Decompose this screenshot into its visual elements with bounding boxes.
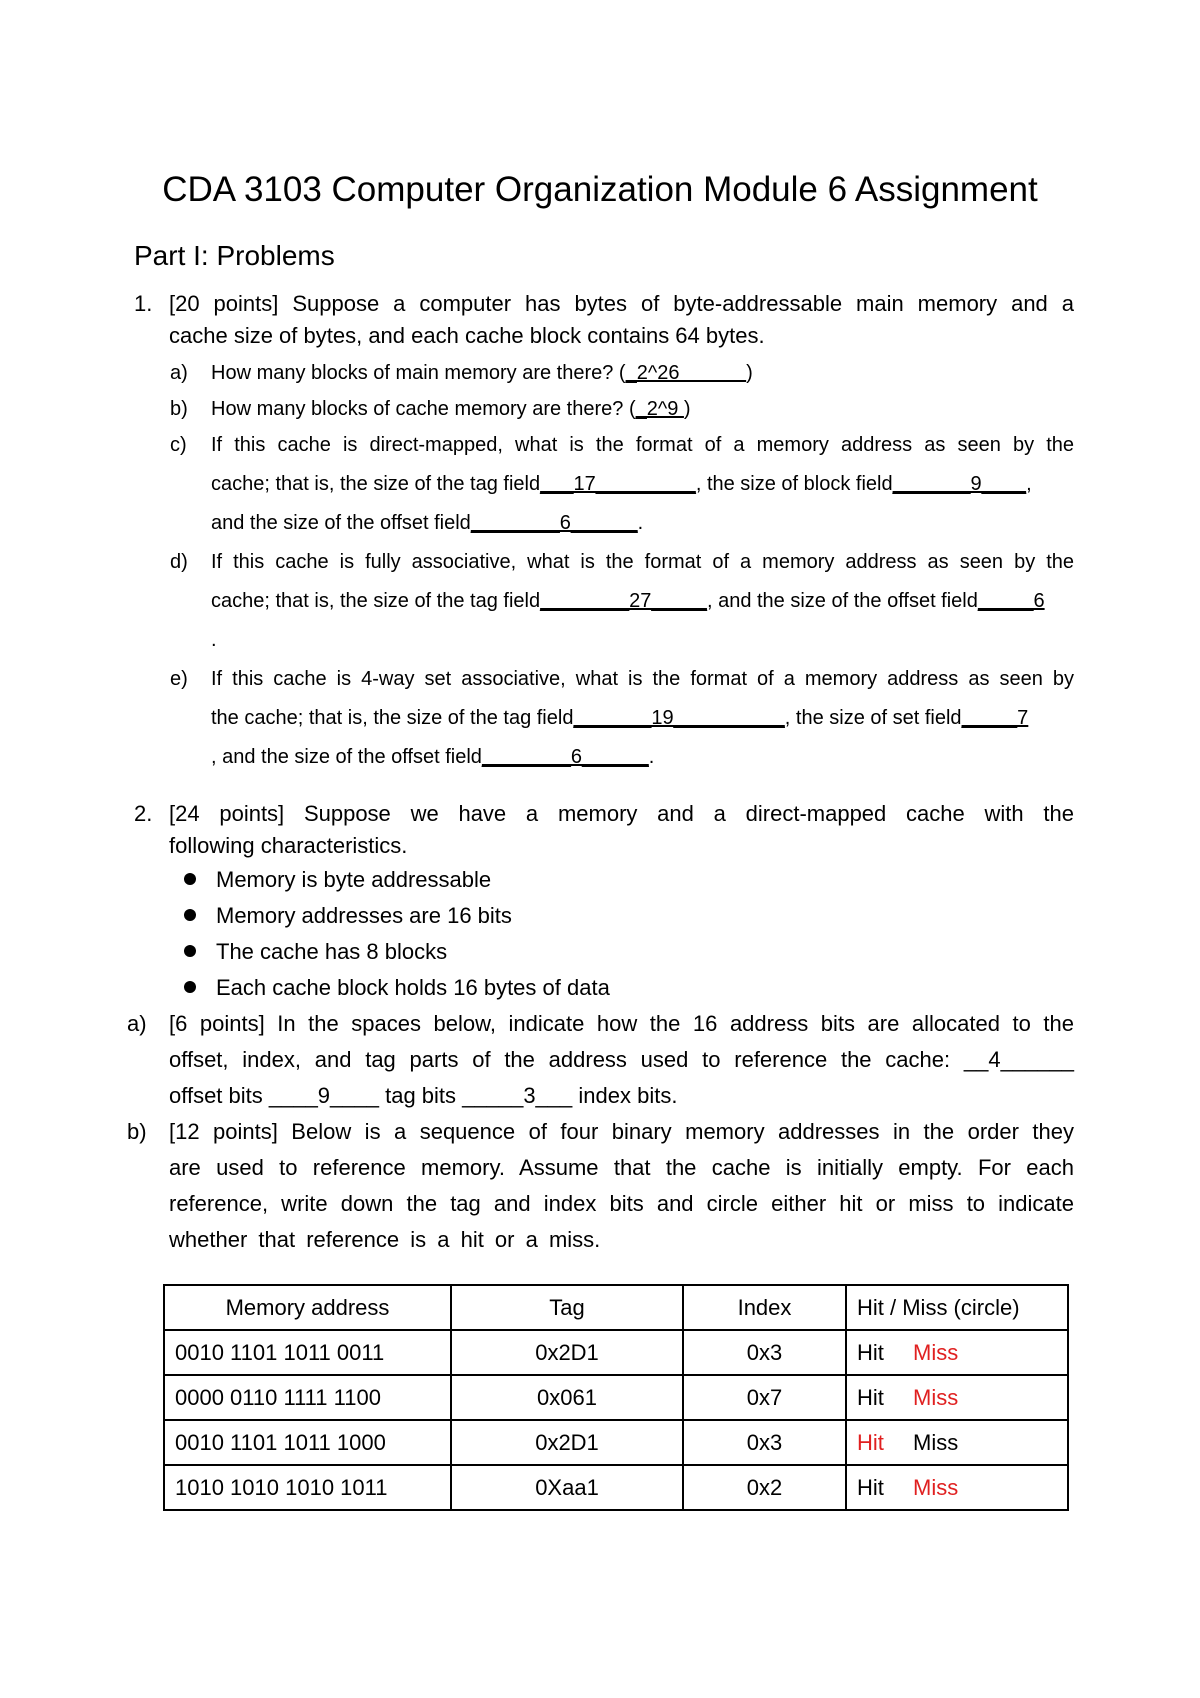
cell-address: 1010 1010 1010 1011 (164, 1465, 451, 1510)
table-row (164, 1420, 1068, 1465)
list-item: Each cache block holds 16 bytes of data (134, 970, 1074, 1006)
cell-address: 0000 0110 1111 1100 (164, 1375, 451, 1420)
bullet-icon (184, 873, 196, 885)
q2-line-2: following characteristics. (169, 833, 408, 858)
cell-address: 0010 1101 1011 0011 (164, 1330, 451, 1375)
characteristics-list (134, 862, 1074, 1006)
answer-main-memory-blocks: _2^26 (625, 362, 747, 384)
bullet-icon (184, 945, 196, 957)
q2-part-b: b) [12 points] Below is a sequence of four binary memory addresses in the order they are used to reference memory. Assume that the cache is initially empty. For each reference, write down the tag and index bits and circle either hit or miss to indicate whether that reference is a hit or a miss. (127, 1119, 1074, 1252)
answer-dm-block: _______9____ (892, 473, 1027, 495)
list-item: The cache has 8 blocks (134, 934, 1074, 970)
answer-dm-tag: ___17_________ (540, 473, 696, 495)
hit-option: Hit (857, 1339, 884, 1365)
q1-part-a: a) How many blocks of main memory are there? (_2^26 ) (170, 362, 753, 384)
q2-number: 2. (134, 801, 153, 826)
table-row (164, 1465, 1068, 1510)
miss-option: Miss (913, 1339, 959, 1365)
hit-option: Hit (857, 1429, 884, 1455)
cell-hit-miss (846, 1420, 1068, 1465)
answer-fa-tag: ________27_____ (540, 590, 707, 612)
answer-sa-offset: ________6______ (481, 746, 649, 768)
list-item: Memory addresses are 16 bits (134, 898, 1074, 934)
q2-line-1: 2. [24 points] Suppose we have a memory and a direct-mapped cache with the (134, 798, 1074, 830)
hit-option: Hit (857, 1474, 884, 1500)
cell-hit-miss (846, 1465, 1068, 1510)
miss-option: Miss (913, 1384, 959, 1410)
miss-option: Miss (913, 1429, 959, 1455)
document-title: CDA 3103 Computer Organization Module 6 Assignment (162, 170, 1038, 209)
q1-part-b: b) How many blocks of cache memory are there? (_2^9 ) (170, 398, 691, 420)
table-row (164, 1375, 1068, 1420)
cell-tag: 0x061 (451, 1375, 683, 1420)
cell-tag: 0x2D1 (451, 1330, 683, 1375)
hit-option: Hit (857, 1384, 884, 1410)
bullet-icon (184, 909, 196, 921)
cell-index: 0x7 (683, 1375, 846, 1420)
table-row (164, 1330, 1068, 1375)
answer-sa-tag: _______19__________ (573, 707, 785, 729)
answer-dm-offset: ________6______ (470, 512, 638, 534)
cache-reference-table (163, 1284, 1069, 1511)
header-tag: Tag (451, 1285, 683, 1330)
q1-part-d: d) If this cache is fully associative, what is the format of a memory address as seen by the cache; that is, the size of the tag field________27_____, and the size of the offset field_____6 . (170, 551, 1074, 651)
answer-sa-set: _____7 (961, 707, 1029, 729)
header-index: Index (683, 1285, 846, 1330)
question-1 (134, 288, 1074, 777)
cell-tag: 0Xaa1 (451, 1465, 683, 1510)
table-header-row (164, 1285, 1068, 1330)
cell-hit-miss (846, 1375, 1068, 1420)
cell-tag: 0x2D1 (451, 1420, 683, 1465)
cell-index: 0x3 (683, 1330, 846, 1375)
q1-number: 1. (134, 291, 153, 316)
cell-address: 0010 1101 1011 1000 (164, 1420, 451, 1465)
list-item: Memory is byte addressable (134, 862, 1074, 898)
cell-index: 0x3 (683, 1420, 846, 1465)
header-memory-address: Memory address (164, 1285, 451, 1330)
q2-part-a: a) [6 points] In the spaces below, indicate how the 16 address bits are allocated to the offset, index, and tag parts of the address used to reference the cache: __4______ offset bits ____9____ tag bits _____3___ index bits. (127, 1011, 1074, 1108)
q1-line-2: cache size of bytes, and each cache block contains 64 bytes. (169, 323, 765, 348)
answer-cache-blocks: _2^9 (635, 398, 684, 420)
section-heading: Part I: Problems (134, 240, 335, 271)
cell-hit-miss (846, 1330, 1068, 1375)
answer-fa-offset: _____6 (977, 590, 1045, 612)
q1-part-c: c) If this cache is direct-mapped, what is the format of a memory address as seen by the cache; that is, the size of the tag field___17_________, the size of block field_______9____, and the size of the offset field________6______. (170, 434, 1074, 534)
header-hit-miss: Hit / Miss (circle) (846, 1285, 1068, 1330)
miss-option: Miss (913, 1474, 959, 1500)
question-2 (127, 798, 1074, 1258)
q1-part-e: e) If this cache is 4-way set associative, what is the format of a memory address as seen by the cache; that is, the size of the tag field_______19__________, the size of set field_____7 , and the size of the offset field________6______. (170, 668, 1074, 768)
cell-index: 0x2 (683, 1465, 846, 1510)
q1-line-1: 1. [20 points] Suppose a computer has bytes of byte-addressable main memory and a (134, 288, 1074, 320)
bullet-icon (184, 981, 196, 993)
